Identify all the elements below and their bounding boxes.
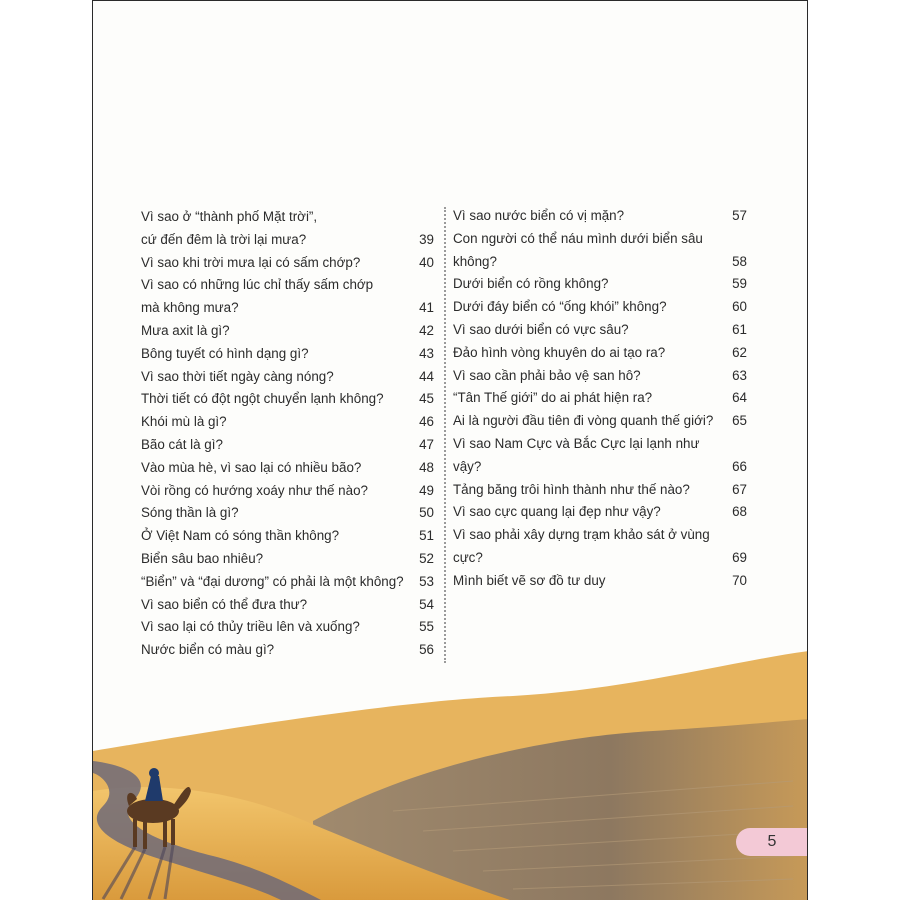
toc-entry-title: Con người có thể náu mình dưới biển sâu không? [453,230,703,269]
toc-entry-page: 48 [419,459,434,475]
toc-entry-title: Vì sao ở “thành phố Mặt trời”, cứ đến đêm là trời lại mưa? [141,209,318,247]
toc-entry-title: Dưới đáy biển có “ống khói” không? [453,299,667,315]
toc-entry [453,205,747,228]
toc-entry [453,296,747,319]
toc-entry-title: “Tân Thế giới” do ai phát hiện ra? [453,390,653,406]
toc-entry-page: 45 [419,391,434,407]
toc-column-left [141,206,434,662]
toc-entry-title: Thời tiết có đột ngột chuyển lạnh không? [141,391,384,407]
toc-entry-title: Bông tuyết có hình dạng gì? [141,345,309,361]
toc-entry-page: 57 [732,208,747,223]
toc-entry-title: Vì sao nước biển có vị mặn? [453,208,625,223]
toc-entry [141,388,434,411]
toc-entry-page: 55 [419,619,434,635]
toc-entry-title: Ở Việt Nam có sóng thần không? [141,528,340,544]
toc-entry [141,252,434,275]
toc-entry [141,343,434,366]
page-number: 5 [736,828,808,856]
toc-entry-page: 41 [419,300,434,316]
toc-entry-page: 70 [732,572,747,588]
toc-entry-title: Vì sao khi trời mưa lại có sấm chớp? [141,254,361,270]
toc-entry [453,365,747,388]
toc-entry-page: 58 [732,253,747,269]
toc-entry-page: 42 [419,322,434,338]
toc-entry-title: Vào mùa hè, vì sao lại có nhiều bão? [141,459,362,475]
toc-entry [141,411,434,434]
toc-entry-title: Vì sao thời tiết ngày càng nóng? [141,368,334,384]
toc-entry [453,387,747,410]
toc-entry-page: 49 [419,482,434,498]
toc-entry-page: 59 [732,276,747,292]
toc-entry-title: Mình biết vẽ sơ đồ tư duy [453,572,606,588]
toc-entry-title: Vì sao dưới biển có vực sâu? [453,321,629,337]
toc-entry-title: Vòi rồng có hướng xoáy như thế nào? [141,482,368,498]
toc-entry-page: 54 [419,596,434,612]
toc-entry [141,457,434,480]
toc-entry [453,228,747,274]
toc-entry-page: 50 [419,505,434,521]
toc-entry-title: “Biển” và “đại dương” có phải là một không? [141,573,404,589]
toc-entry [141,366,434,389]
toc-entry [141,502,434,525]
toc-entry-page: 43 [419,345,434,361]
toc-entry-title: Vì sao phải xây dựng trạm khảo sát ở vùng cực? [453,527,710,565]
column-divider [444,207,446,663]
toc-entry-title: Vì sao cực quang lại đẹp như vậy? [453,504,661,520]
toc-entry-title: Mưa axit là gì? [141,322,230,338]
toc-entry-page: 65 [732,413,747,429]
toc-entry-page: 68 [732,504,747,520]
toc-entry-title: Biển sâu bao nhiêu? [141,550,264,566]
toc-entry [141,206,434,252]
toc-entry [453,410,747,433]
toc-entry-page: 46 [419,414,434,430]
toc-entry-page: 63 [732,367,747,383]
toc-entry-title: Vì sao có những lúc chỉ thấy sấm chớp mà không mưa? [141,277,374,316]
toc-entry [141,594,434,617]
toc-entry [141,480,434,503]
toc-entry-page: 51 [419,528,434,544]
toc-entry [141,548,434,571]
toc-entry-title: Vì sao lại có thủy triều lên và xuống? [141,619,360,635]
toc-entry-page: 40 [419,254,434,270]
desert-illustration [93,641,808,900]
toc-entry [453,273,747,296]
toc-entry-page: 56 [419,642,434,658]
toc-column-right [453,205,747,593]
toc-entry-title: Vì sao Nam Cực và Bắc Cực lại lạnh như vậy? [453,435,700,474]
toc-entry [141,616,434,639]
toc-entry-title: Đảo hình vòng khuyên do ai tạo ra? [453,344,666,360]
toc-entry-page: 60 [732,299,747,315]
toc-entry [453,479,747,502]
toc-entry [141,525,434,548]
toc-entry-page: 61 [732,321,747,337]
toc-entry-page: 39 [419,231,434,247]
toc-entry [453,433,747,479]
toc-entry-page: 47 [419,436,434,452]
toc-entry-page: 69 [732,549,747,565]
toc-entry [453,319,747,342]
toc-entry-page: 44 [419,368,434,384]
toc-entry-page: 67 [732,481,747,497]
toc-entry-title: Nước biển có màu gì? [141,642,275,658]
toc-entry-title: Vì sao biển có thể đưa thư? [141,596,308,612]
toc-entry [453,524,747,570]
toc-entry [141,274,434,320]
toc-entry-title: Vì sao cần phải bảo vệ san hô? [453,367,641,383]
toc-entry-title: Ai là người đầu tiên đi vòng quanh thế giới? [453,413,714,429]
toc-entry-title: Sóng thần là gì? [141,505,239,521]
toc-entry-title: Dưới biển có rồng không? [453,276,609,292]
book-page [92,0,808,900]
toc-entry-page: 64 [732,390,747,406]
toc-entry-page: 62 [732,344,747,360]
toc-entry [141,320,434,343]
toc-entry [453,570,747,593]
toc-entry-page: 66 [732,458,747,474]
toc-entry [141,434,434,457]
toc-entry [141,571,434,594]
toc-entry [453,501,747,524]
toc-entry-title: Tảng băng trôi hình thành như thế nào? [453,481,690,497]
toc-entry-title: Bão cát là gì? [141,436,223,452]
toc-entry-page: 52 [419,550,434,566]
toc-entry-page: 53 [419,573,434,589]
toc-entry-title: Khói mù là gì? [141,414,227,430]
toc-entry [453,342,747,365]
